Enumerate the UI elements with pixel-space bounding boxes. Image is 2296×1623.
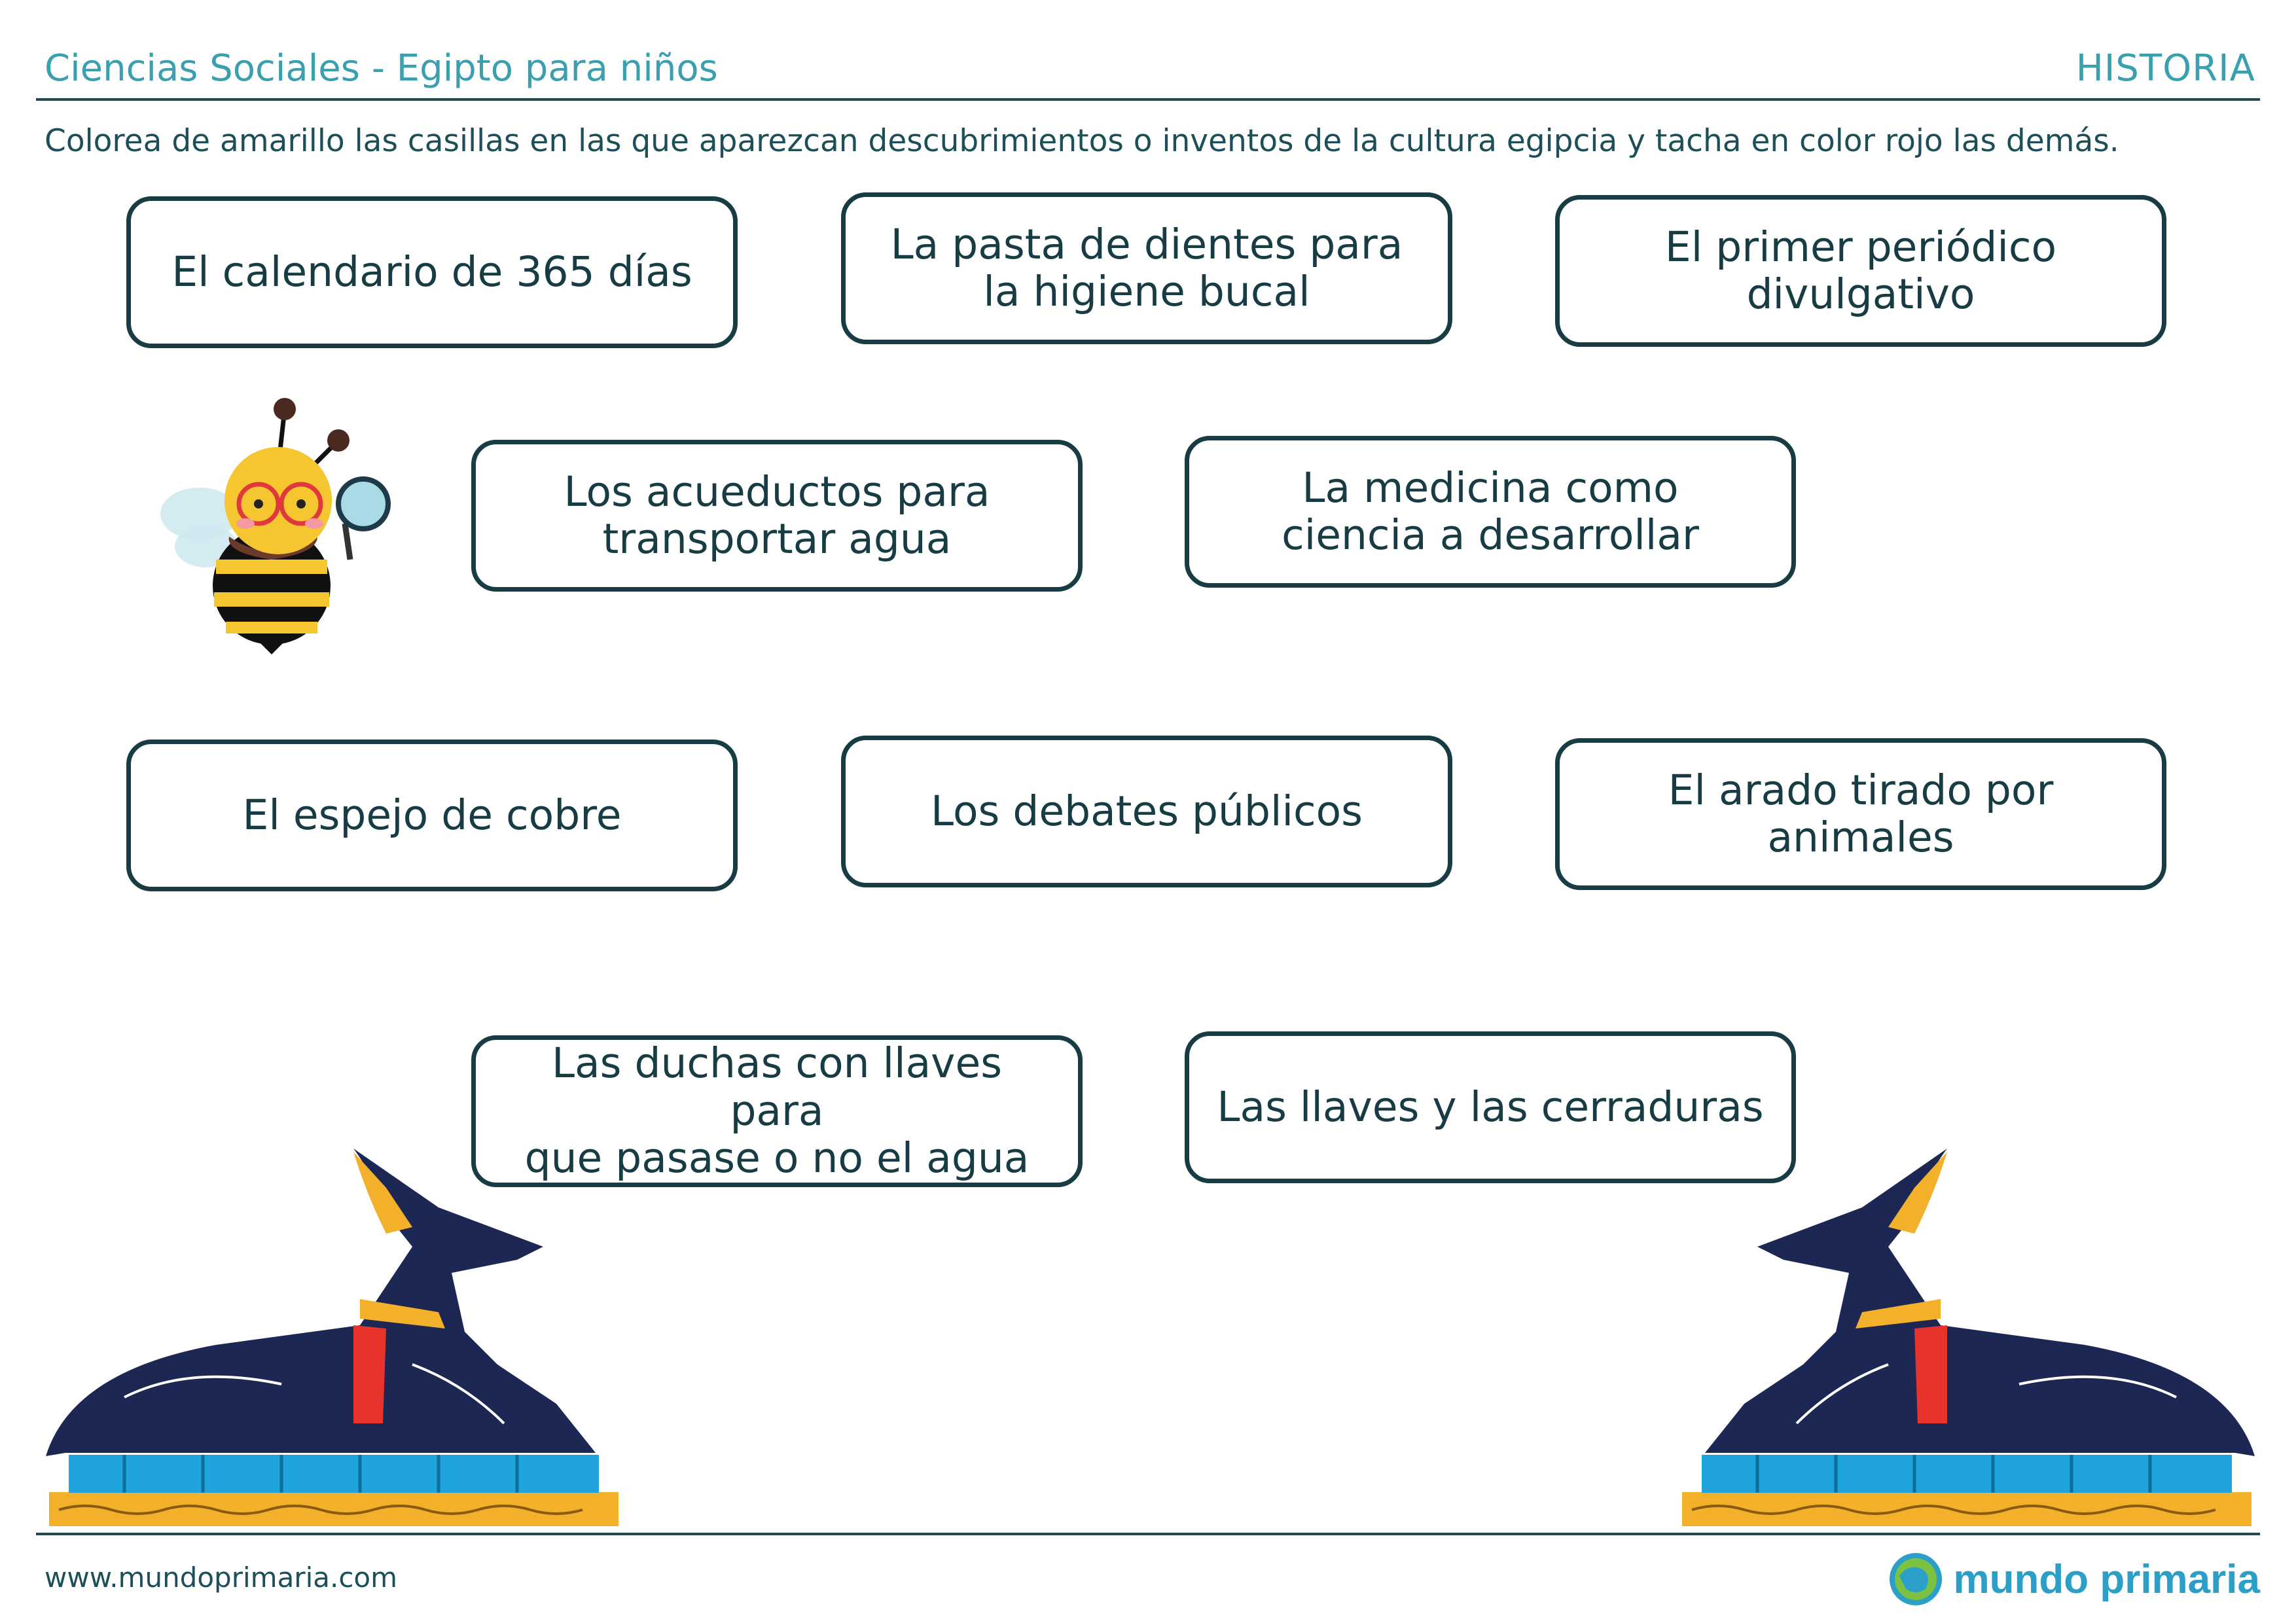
card-line: Las duchas con llaves para <box>551 1039 1003 1135</box>
card-newspaper[interactable] <box>1555 195 2166 347</box>
card-line: que pasase o no el agua <box>524 1134 1030 1183</box>
page-title: Ciencias Sociales - Egipto para niños <box>45 47 718 90</box>
card-line: Las llaves y las cerraduras <box>1217 1082 1764 1131</box>
card-line: Los acueductos para <box>564 467 990 516</box>
brand-name: mundo primaria <box>1953 1556 2260 1602</box>
header-divider <box>36 98 2260 101</box>
card-line: Los debates públicos <box>931 787 1363 835</box>
card-line: El primer periódico <box>1664 223 2057 271</box>
card-line: El espejo de cobre <box>242 791 622 839</box>
card-toothpaste[interactable] <box>841 192 1452 344</box>
card-line: El arado tirado por animales <box>1668 766 2054 861</box>
card-public-debates[interactable] <box>841 736 1452 887</box>
anubis-statue-icon <box>1679 1149 2255 1528</box>
card-line: ciencia a desarrollar <box>1282 511 1699 559</box>
anubis-statue-icon <box>46 1149 622 1528</box>
globe-logo-icon <box>1886 1550 1945 1609</box>
card-line: la higiene bucal <box>983 268 1310 315</box>
card-line: divulgativo <box>1746 270 1975 318</box>
card-plough[interactable] <box>1555 738 2166 890</box>
card-line: La pasta de dientes para <box>890 220 1403 268</box>
card-calendar[interactable] <box>126 196 738 348</box>
brand-logo[interactable] <box>1886 1550 2260 1609</box>
footer-divider <box>36 1533 2260 1535</box>
footer-url[interactable]: www.mundoprimaria.com <box>45 1561 398 1594</box>
bee-mascot-icon <box>154 396 403 658</box>
card-copper-mirror[interactable] <box>126 740 738 891</box>
card-line: transportar agua <box>602 515 952 563</box>
section-label: HISTORIA <box>2075 47 2255 90</box>
card-medicine[interactable] <box>1185 436 1796 588</box>
card-line: El calendario de 365 días <box>171 247 692 296</box>
instructions-text: Colorea de amarillo las casillas en las que aparezcan descubrimientos o inventos de la cultura egipcia y tacha en color rojo las demás. <box>45 123 2119 159</box>
card-aqueducts[interactable] <box>471 440 1083 592</box>
card-line: La medicina como <box>1302 463 1679 512</box>
